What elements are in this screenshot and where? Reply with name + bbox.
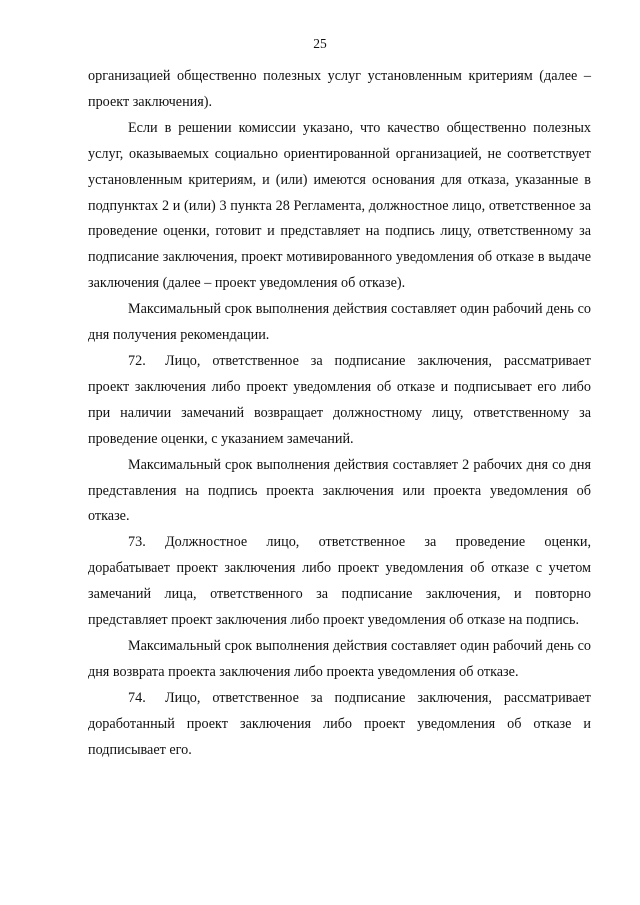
paragraph-text: Максимальный срок выполнения действия составляет один рабочий день со дня получения рекомендации.: [88, 301, 591, 344]
paragraph: [88, 297, 591, 349]
paragraph: [88, 453, 591, 531]
paragraph-text: Максимальный срок выполнения действия составляет один рабочий день со дня возврата проекта заключения либо проекта уведомления об отказе.: [88, 637, 591, 680]
document-body: [88, 64, 591, 763]
paragraph-number: 72.: [128, 352, 146, 369]
paragraph: [88, 116, 591, 297]
paragraph-73: [88, 530, 591, 634]
paragraph-text: организацией общественно полезных услуг установленным критериям (далее – проект заключения).: [88, 68, 591, 110]
paragraph-text: Максимальный срок выполнения действия составляет 2 рабочих дня со дня представления на подпись проекта заключения или проекта уведомления об отказе.: [88, 456, 591, 525]
paragraph-74: [88, 686, 591, 764]
page-number: 25: [313, 36, 327, 51]
paragraph-text: Лицо, ответственное за подписание заключения, рассматривает проект заключения либо проект уведомления об отказе и подписывает его либо при наличии замечаний возвращает должностному лицу, ответственному за проведение оценки, с указанием замечаний.: [88, 352, 591, 447]
paragraph-continuation: [88, 64, 591, 116]
paragraph-number: 73.: [128, 534, 146, 551]
paragraph-text: Должностное лицо, ответственное за проведение оценки, дорабатывает проект заключения либо проект уведомления об отказе с учетом замечаний лица, ответственного за подписание заключения, и повторно представляет проект заключения либо проект уведомления об отказе на подпись.: [88, 534, 591, 629]
paragraph-72: [88, 349, 591, 453]
paragraph-text: Если в решении комиссии указано, что качество общественно полезных услуг, оказываемых социально ориентированной организацией, не соответствует установленным критериям, и (или) имеются основания для отказа, указанные в подпунктах 2 и (или) 3 пункта 28 Регламента, должностное лицо, ответственное за проведение оценки, готовит и представляет на подпись лицу, ответственному за подписание заключения, проект мотивированного уведомления об отказе в выдаче заключения (далее – проект уведомления об отказе).: [88, 119, 591, 292]
paragraph-number: 74.: [128, 689, 146, 706]
paragraph: [88, 634, 591, 686]
paragraph-text: Лицо, ответственное за подписание заключения, рассматривает доработанный проект заключения либо проект уведомления об отказе и подписывает его.: [88, 689, 591, 758]
